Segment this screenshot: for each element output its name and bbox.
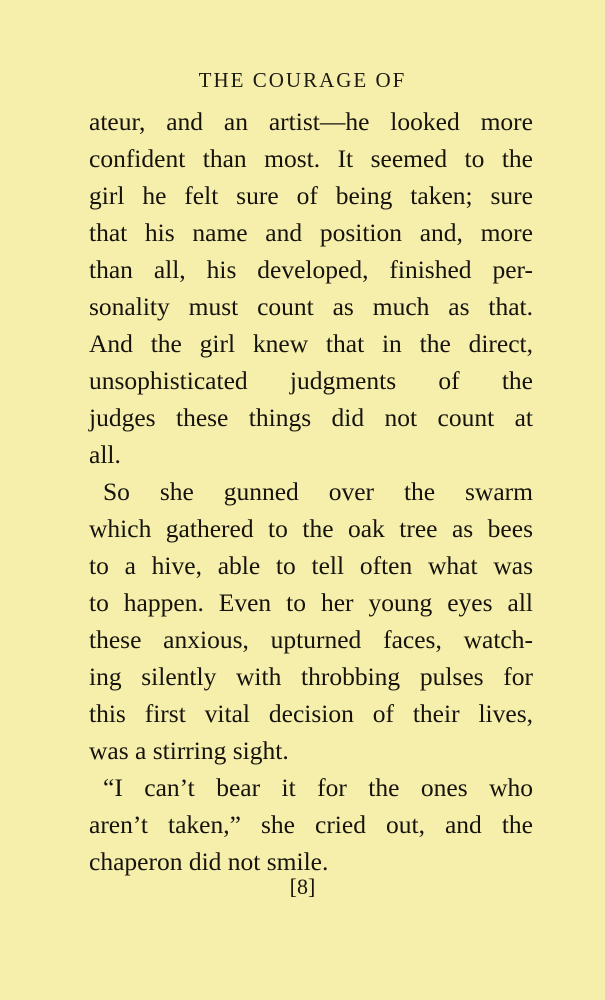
text-line: aren’t taken,” she cried out, and the xyxy=(89,810,533,839)
text-line: than all, his developed, finished per- xyxy=(89,255,533,284)
text-line: girl he felt sure of being taken; sure xyxy=(89,181,533,210)
text-line: judges these things did not count at xyxy=(89,403,533,432)
text-line: “I can’t bear it for the ones who xyxy=(103,773,533,802)
text-line: And the girl knew that in the direct, xyxy=(89,329,533,358)
text-line: these anxious, upturned faces, watch- xyxy=(89,625,533,654)
text-line: ing silently with throbbing pulses for xyxy=(89,662,533,691)
running-head: THE COURAGE OF xyxy=(198,68,407,92)
text-line: unsophisticated judgments of the xyxy=(89,366,533,395)
body-text xyxy=(89,103,533,880)
text-line: this first vital decision of their lives, xyxy=(89,699,533,728)
text-line: to happen. Even to her young eyes all xyxy=(89,588,533,617)
text-line: that his name and position and, more xyxy=(89,218,533,247)
text-line: chaperon did not smile. xyxy=(89,847,329,876)
text-line: which gathered to the oak tree as bees xyxy=(89,514,533,543)
text-line: all. xyxy=(89,440,121,469)
text-line: sonality must count as much as that. xyxy=(89,292,533,321)
text-line: So she gunned over the swarm xyxy=(103,477,533,506)
text-line: was a stirring sight. xyxy=(89,736,289,765)
text-line: to a hive, able to tell often what was xyxy=(89,551,533,580)
text-line: ateur, and an artist—he looked more xyxy=(89,107,533,136)
text-line: confident than most. It seemed to the xyxy=(89,144,533,173)
page-number: [8] xyxy=(289,874,316,899)
